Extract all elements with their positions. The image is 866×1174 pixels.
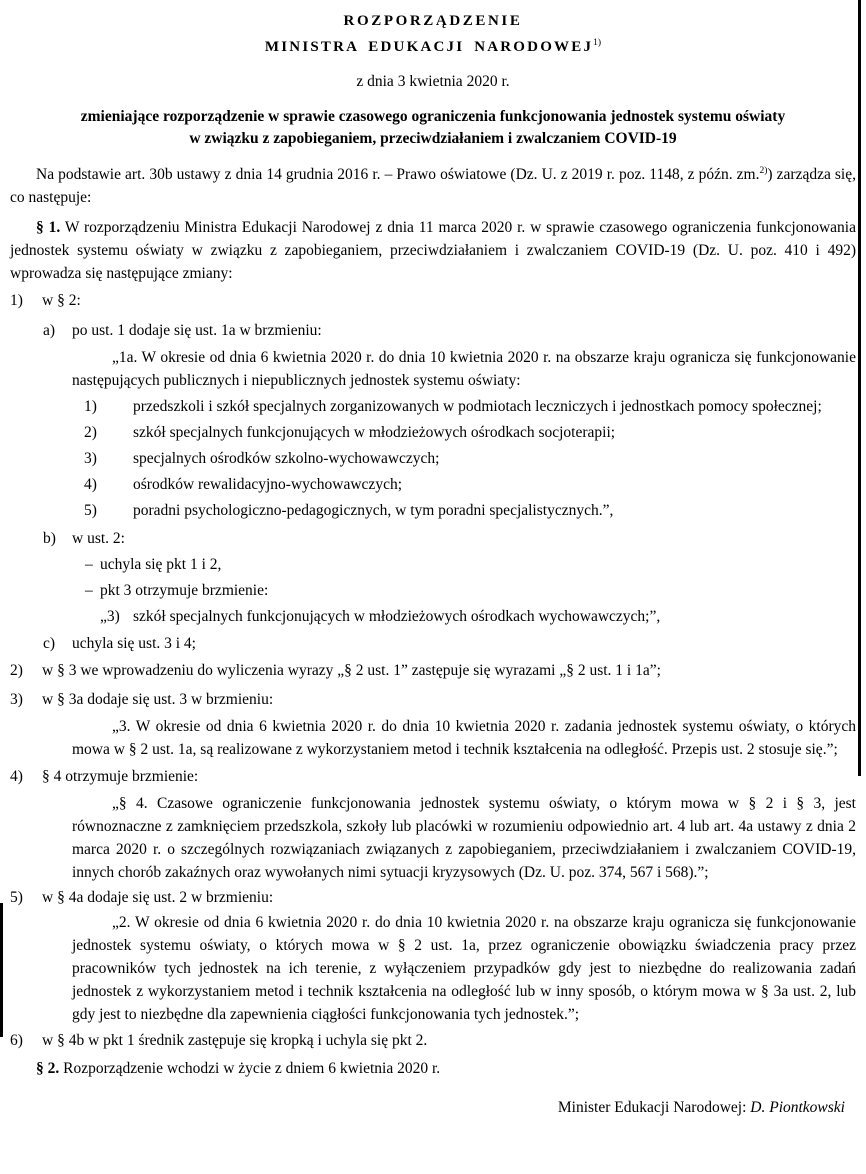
point-text: szkół specjalnych funkcjonujących w młodzieżowych ośrodkach socjoterapii; [133,424,616,441]
point-number: 4) [84,476,97,493]
item-number: 5) [10,889,23,906]
quoted-point-3 [10,447,856,470]
tiret-2 [10,579,856,602]
item-number: 2) [10,662,23,679]
quoted-ust-3: „3. W okresie od dnia 6 kwietnia 2020 r. do dnia 10 kwietnia 2020 r. zadania jednostek systemu oświaty, o których mowa w § 2 ust. 1a, są realizowane z wykorzystaniem metod i technik kształcenia na odległość. Przepis ust. 2 stosuje się.”; [72,718,856,758]
revision-bar-left [0,903,3,1037]
item-number: 3) [10,691,23,708]
section-2-text: Rozporządzenie wchodzi w życie z dniem 6 kwietnia 2020 r. [63,1060,441,1077]
quoted-point-1 [10,395,856,418]
footnote-ref-1: 1) [593,38,602,48]
point-text: przedszkoli i szkół specjalnych zorganizowanych w podmiotach leczniczych i jednostkach pomocy społecznej; [133,398,822,415]
subpoint-letter: b) [43,530,56,547]
amendment-item-4 [10,765,856,788]
item-text: w § 2: [42,292,81,309]
signature-name: D. Piontkowski [750,1099,845,1116]
subpoint-text: w ust. 2: [72,530,125,547]
signature-role: Minister Edukacji Narodowej: [557,1099,751,1116]
quoted-ust-2: „2. W okresie od dnia 6 kwietnia 2020 r. do dnia 10 kwietnia 2020 r. na obszarze kraju ogranicza się funkcjonowanie jednostek systemu oświaty, o których mowa w § 2 ust. 1a, przez ograniczenie obowiązku świadczenia pracy przez pracowników tych jednostek na ich terenie, z wyłączeniem przypadków gdy jest to niezbędne do realizowania zadań jednostek z wykorzystaniem metod i technik kształcenia na odległość lub w inny sposób, o którym mowa w § 3a ust. 2, lub gdy jest to niezbędne dla zapewnienia ciągłości funkcjonowania tych jednostek.”; [72,914,856,1023]
section-2-paragraph [10,1057,856,1080]
tiret-1 [10,553,856,576]
tiret-dash: – [85,582,93,599]
point-text: specjalnych ośrodków szkolno-wychowawczych; [133,450,440,467]
item-text: w § 4b w pkt 1 średnik zastępuje się kropką i uchyla się pkt 2. [42,1032,428,1049]
point-number: 2) [84,424,97,441]
point-text: ośrodków rewalidacyjno-wychowawczych; [133,476,403,493]
subpoint-b [10,527,856,550]
issuer-heading [10,38,856,56]
quoted-par-4: „§ 4. Czasowe ograniczenie funkcjonowania jednostek systemu oświaty, o którym mowa w § 2 i § 3, jest równoznaczne z zamknięciem przedszkola, szkoły lub placówki w rozumieniu odpowiednio art. 4 lub art. 4a ustawy z dnia 2 marca 2020 r. o szczególnych rozwiązaniach związanych z zapobieganiem, przeciwdziałaniem i zwalczaniem COVID-19, innych chorób zakaźnych oraz wywołanych nimi sytuacji kryzysowych (Dz. U. poz. 374, 567 i 568).”; [72,795,856,881]
section-1-text: W rozporządzeniu Ministra Edukacji Narodowej z dnia 11 marca 2020 r. w sprawie czasowego ograniczenia funkcjonowania jednostek systemu oświaty w związku z zapobieganiem, przeciwdziałaniem i zwalczaniem COVID-19 (Dz. U. poz. 410 i 492) wprowadza się następujące zmiany: [10,219,856,282]
amendment-item-3 [10,688,856,711]
tiret-text: uchyla się pkt 1 i 2, [100,556,222,573]
point-number: 5) [84,502,97,519]
quoted-point-4 [10,473,856,496]
subpoint-c [10,632,856,655]
subject-line-2: w związku z zapobieganiem, przeciwdziałaniem i zwalczaniem COVID-19 [189,130,677,147]
item-text: w § 4a dodaje się ust. 2 w brzmieniu: [42,889,274,906]
quoted-point-5 [10,499,856,522]
tiret-text: pkt 3 otrzymuje brzmienie: [100,582,269,599]
subpoint-a [10,319,856,342]
amendment-item-5 [10,886,856,909]
point-text: poradni psychologiczno-pedagogicznych, w tym poradni specjalistycznych.”, [133,502,614,519]
item-text: w § 3 we wprowadzeniu do wyliczenia wyrazy „§ 2 ust. 1” zastępuje się wyrazami „§ 2 ust. 1 i 1a”; [42,662,661,679]
point-text: szkół specjalnych funkcjonujących w młodzieżowych ośrodkach wychowawczych;”, [133,608,661,625]
quoted-point-2 [10,421,856,444]
section-2-label: § 2. [36,1060,60,1077]
preamble-text: Na podstawie art. 30b ustawy z dnia 14 grudnia 2016 r. – Prawo oświatowe (Dz. U. z 2019 r. poz. 1148, z późn. zm. [36,166,760,183]
item-number: 4) [10,768,23,785]
item-text: § 4 otrzymuje brzmienie: [42,768,199,785]
subject-line-1: zmieniające rozporządzenie w sprawie czasowego ograniczenia funkcjonowania jednostek systemu oświaty [80,108,786,125]
amendment-item-2 [10,659,856,682]
quoted-point-3-replacement [10,605,856,628]
subpoint-letter: a) [43,322,56,339]
item-number: 6) [10,1032,23,1049]
footnote-ref-2: 2) [759,165,768,176]
revision-bar-right [858,0,861,776]
section-1-label: § 1. [36,219,61,236]
subpoint-letter: c) [43,635,56,652]
item-number: 1) [10,292,23,309]
quoted-intro-1a: „1a. W okresie od dnia 6 kwietnia 2020 r. do dnia 10 kwietnia 2020 r. na obszarze kraju ogranicza się funkcjonowanie następujących publicznych i niepublicznych jednostek systemu oświaty: [72,349,856,389]
tiret-dash: – [85,556,93,573]
date-line: z dnia 3 kwietnia 2020 r. [356,73,510,90]
subject-heading [10,106,856,150]
item-text: w § 3a dodaje się ust. 3 w brzmieniu: [42,691,274,708]
subpoint-text: uchyla się ust. 3 i 4; [72,635,196,652]
section-1-paragraph [10,216,856,285]
point-number: „3) [100,608,120,625]
doc-type-heading: ROZPORZĄDZENIE [343,13,523,29]
issuer-name: MINISTRA EDUKACJI NARODOWEJ [264,39,594,55]
point-number: 1) [84,398,97,415]
subpoint-text: po ust. 1 dodaje się ust. 1a w brzmieniu: [72,322,322,339]
amendment-item-1 [10,289,856,312]
signature-line [10,1096,856,1119]
preamble-text-after: ) zarządza się, co następuje: [10,166,856,206]
preamble-paragraph [10,163,856,209]
document-content [10,0,856,1119]
amendment-item-6 [10,1029,856,1052]
point-number: 3) [84,450,97,467]
